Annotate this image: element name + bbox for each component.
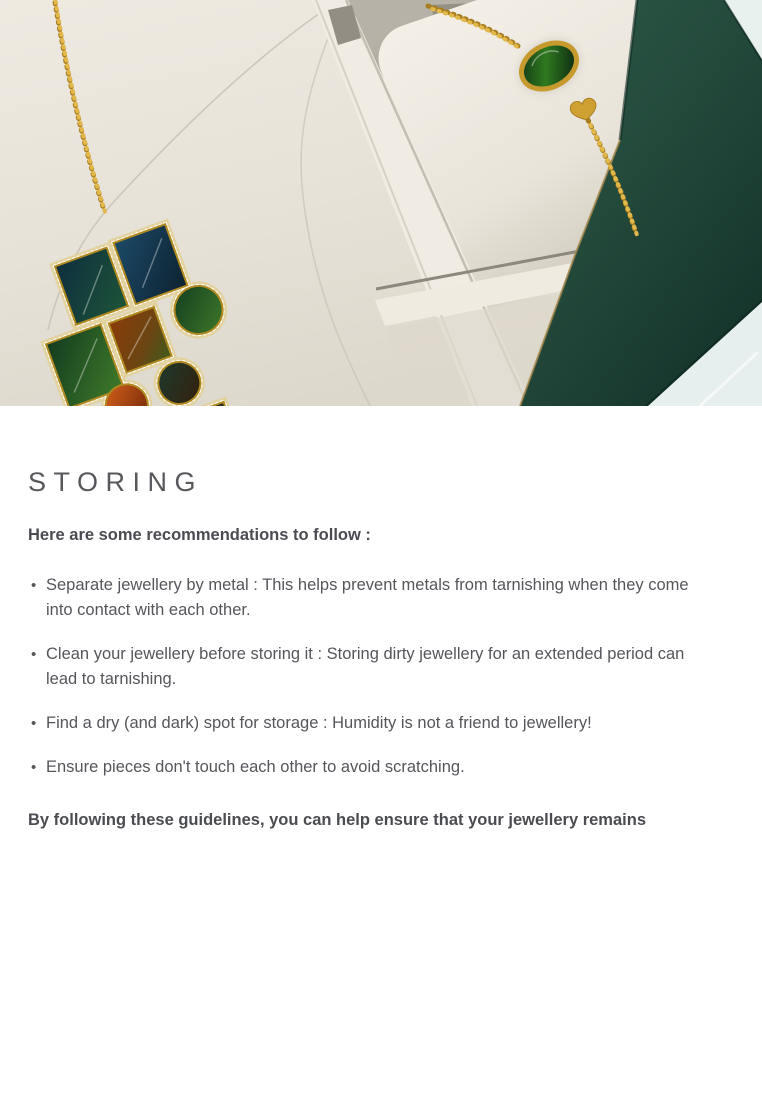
recommendations-list bbox=[28, 573, 718, 780]
outro-text: By following these guidelines, you can help ensure that your jewellery remains bbox=[28, 811, 646, 830]
list-item bbox=[28, 711, 718, 736]
list-item bbox=[28, 642, 718, 692]
intro-text: Here are some recommendations to follow : bbox=[28, 525, 371, 544]
bullet-icon: • bbox=[31, 577, 37, 595]
list-item-text: Find a dry (and dark) spot for storage : Humidity is not a friend to jewellery! bbox=[46, 714, 592, 733]
list-item bbox=[28, 573, 718, 623]
list-item bbox=[28, 755, 718, 780]
bullet-icon: • bbox=[31, 759, 37, 777]
bullet-icon: • bbox=[31, 715, 37, 733]
section-title: STORING bbox=[28, 467, 204, 497]
list-item-text: Ensure pieces don't touch each other to avoid scratching. bbox=[46, 758, 465, 777]
list-item-text: Separate jewellery by metal : This helps prevent metals from tarnishing when they come into contact with each other. bbox=[46, 576, 689, 620]
list-item-text: Clean your jewellery before storing it : Storing dirty jewellery for an extended period can lead to tarnishing. bbox=[46, 645, 685, 689]
bullet-icon: • bbox=[31, 646, 37, 664]
jewellery-box-photo bbox=[0, 0, 762, 406]
hero-image bbox=[0, 0, 762, 406]
storing-section bbox=[28, 468, 718, 833]
